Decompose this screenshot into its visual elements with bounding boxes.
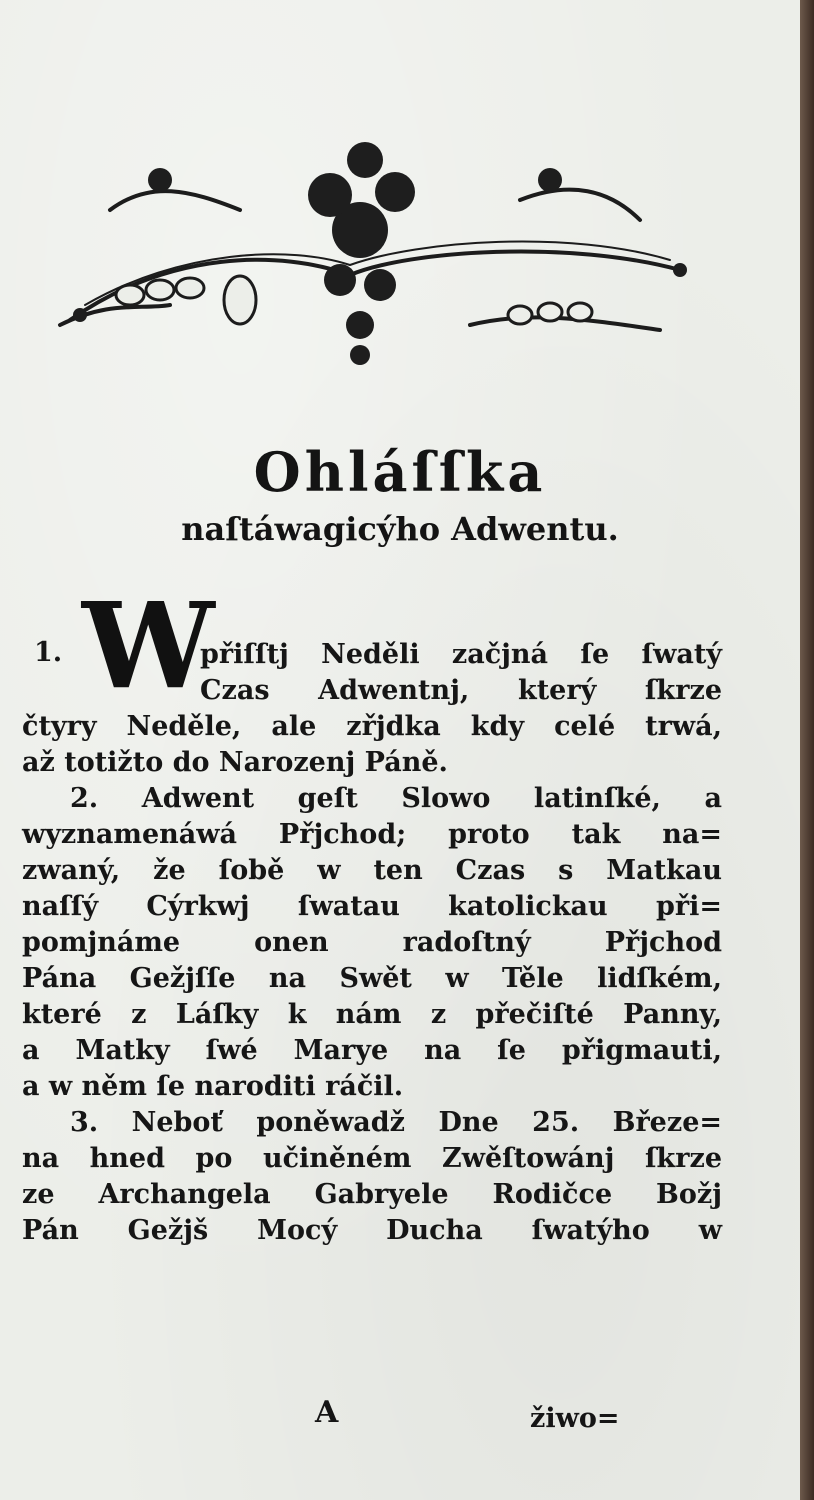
text-line: Czas Adwentnj, který ſkrze [200,675,722,706]
text-line: 3. Neboť poněwadž Dne 25. Březe= [70,1107,722,1138]
signature-mark: A [315,1395,339,1430]
vine-ornament [50,100,700,380]
text-line: wyznamenáwá Přjchod; proto tak na= [22,819,722,850]
book-edge [800,0,814,1500]
text-line: přiſſtj Neděli začjná ſe ſwatý [200,639,722,670]
text-line: Pán Gežjš Mocý Ducha ſwatýho w [22,1215,722,1246]
text-line: čtyry Neděle, ale zřjdka kdy celé trwá, [22,711,722,742]
text-body [22,576,722,1249]
text-line: na hned po učiněném Zwěſtowánj ſkrze [22,1143,722,1174]
text-line: a w něm ſe naroditi ráčil. [22,1071,404,1102]
paragraph-1 [22,576,722,781]
text-line: a Matky ſwé Marye na ſe přigmauti, [22,1035,722,1066]
text-line: zwaný, že ſobě w ten Czas s Matkau [22,855,722,886]
text-line: Pána Gežjſſe na Swět w Těle lidſkém, [22,963,722,994]
text-line: pomjnáme onen radoſtný Přjchod [22,927,722,958]
paragraph-3 [22,1105,722,1249]
page-title: Ohláſſka [253,440,547,504]
paragraph-2 [22,781,722,1105]
page-subtitle: naſtáwagicýho Adwentu. [181,510,619,548]
text-line: naſſý Cýrkwj ſwatau katolickau při= [22,891,722,922]
catchword: žiwo= [530,1403,620,1434]
drop-cap: W [82,576,215,715]
text-line: ze Archangela Gabryele Rodičce Božj [22,1179,722,1210]
page-footer [0,1395,800,1445]
paragraph-number: 1. [34,637,63,668]
text-line: 2. Adwent geſt Slowo latinſké, a [70,783,722,814]
text-line: které z Láſky k nám z přečiſté Panny, [22,999,722,1030]
text-line: až totižto do Narozenj Páně. [22,747,448,778]
